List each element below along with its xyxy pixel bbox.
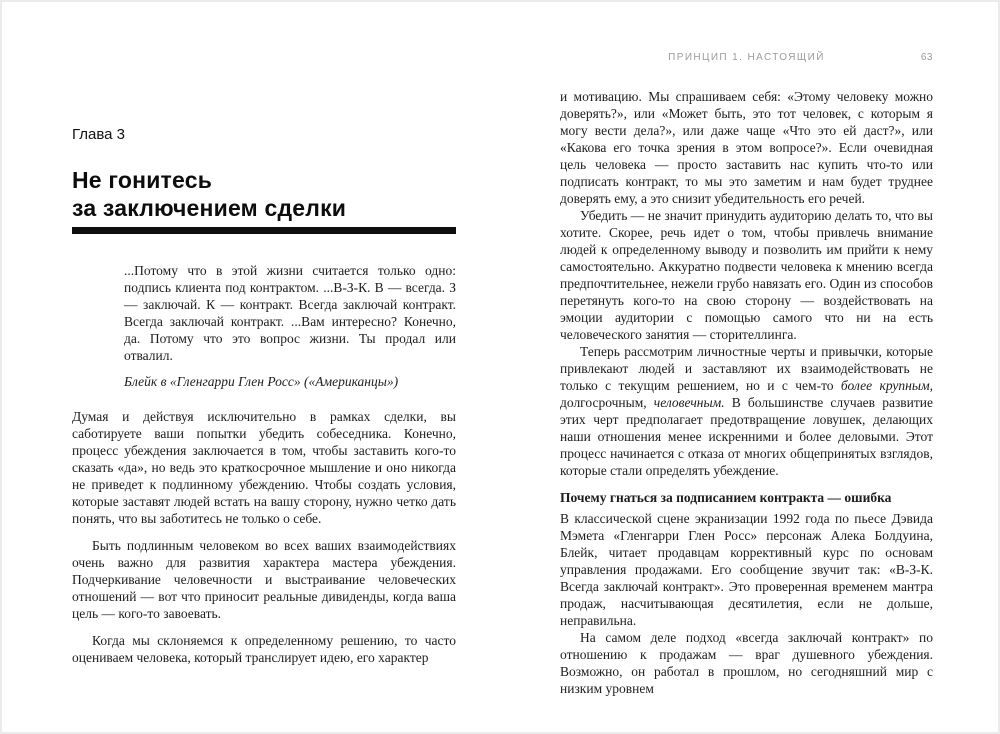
right-paragraph-1: и мотивацию. Мы спрашиваем себя: «Этому человеку можно доверять?», или «Может быть, это тот человек, с которым я могу вести дела?», или даже чаще «Что это ей даст?», или «Какова его точка зрения в этом вопросе?». Если очевидная цель человека — просто заставить нас купить что-то или подписать контракт, то мы это заметим и нам будет труднее доверять ему, а это снизит убедительность его речей. — [560, 89, 933, 206]
right-paragraph-3 — [560, 343, 933, 479]
section-subheading: Почему гнаться за подписанием контракта — ошибка — [560, 490, 892, 505]
left-paragraph-3: Когда мы склоняемся к определенному решению, то часто оцениваем человека, который транслирует идею, его характер — [72, 633, 456, 665]
right-page-body — [560, 88, 933, 697]
left-page — [72, 0, 456, 666]
right-paragraph-5: На самом деле подход «всегда заключай контракт» по отношению к продажам — враг душевного убеждения. Возможно, он работал в прошлом, но сегодняшний мир с низким уровнем — [560, 630, 933, 696]
title-underline-bar — [72, 227, 456, 234]
right-paragraph-2: Убедить — не значит принудить аудиторию делать то, что вы хотите. Скорее, речь идет о том, чтобы привлечь внимание людей к определенному выводу и позволить им прийти к нему самостоятельно. Аккуратно подвести человека к мнению всегда предпочтительнее, нежели грубо навязать его. Один из способов перетянуть кого-то на свою сторону — воздействовать на эмоции аудитории с помощью самого что ни на есть человеческого занятия — сторителлинга. — [560, 208, 933, 342]
epigraph-attribution: Блейк в «Гленгарри Глен Росс» («Американцы») — [124, 374, 399, 389]
chapter-title-line-1: Не гонитесь — [72, 167, 213, 193]
left-paragraph-2: Быть подлинным человеком во всех ваших взаимодействиях очень важно для развития характера мастера убеждения. Подчеркивание человечности и выстраивание человеческих отношений — вот что приносит реальные дивиденды, когда ваша цель — кого-то завоевать. — [72, 538, 456, 621]
running-head-title: ПРИНЦИП 1. НАСТОЯЩИЙ — [668, 52, 825, 63]
page-number: 63 — [920, 52, 933, 63]
right-paragraph-3-seg1: Теперь рассмотрим личностные черты и привычки, которые привлекают людей и заставляют их взаимодействовать не только с текущим решением, но и с чем-то — [560, 344, 933, 393]
chapter-label: Глава 3 — [72, 126, 126, 143]
chapter-title — [72, 166, 456, 222]
epigraph: ...Потому что в этой жизни считается только одно: подпись клиента под контрактом. ...В-З-К. В — всегда. З — заключай. К — контракт. Всегда заключай контракт. Всегда заключай контракт. ...Вам интересно? Конечно, да. Потому что это вопрос жизни. Ты продал или отвалил. — [124, 263, 456, 363]
right-paragraph-4: В классической сцене экранизации 1992 года по пьесе Дэвида Мэмета «Гленгарри Глен Росс» персонаж Алека Болдуина, Блейк, читает продавцам коррективный курс по основам управления продажами. Его сообщение звучит так: «В-З-К. Всегда заключай контракт». Это проверенная временем мантра продаж, насчитывающая десятилетия, если не дольше, неправильна. — [560, 511, 933, 628]
right-paragraph-3-italic-2: человечным. — [653, 395, 725, 410]
chapter-title-line-2: за заключением сделки — [72, 195, 347, 221]
right-paragraph-3-seg3: долгосрочным, — [560, 395, 654, 410]
running-head — [560, 52, 933, 66]
right-paragraph-3-seg5: В большинстве случаев развитие этих черт предполагает предотвращение ловушек, делающих наши отношения менее искренними и более деловыми. Этот процесс начинается с отказа от многих общепринятых взглядов, которые стали определять убеждение. — [560, 395, 933, 478]
right-page — [560, 0, 933, 697]
right-paragraph-3-italic-1: более крупным, — [840, 378, 933, 393]
left-paragraph-1: Думая и действуя исключительно в рамках сделки, вы саботируете ваши попытки убедить собеседника. Конечно, процесс убеждения заключается в том, чтобы заставить кого-то сказать «да», но ведь это краткосрочное мышление и оно никогда не приведет к подлинному убеждению. Чтобы создать условия, которые заставят людей встать на вашу сторону, нужно четко дать понять, что вы заботитесь не только о себе. — [72, 409, 456, 526]
